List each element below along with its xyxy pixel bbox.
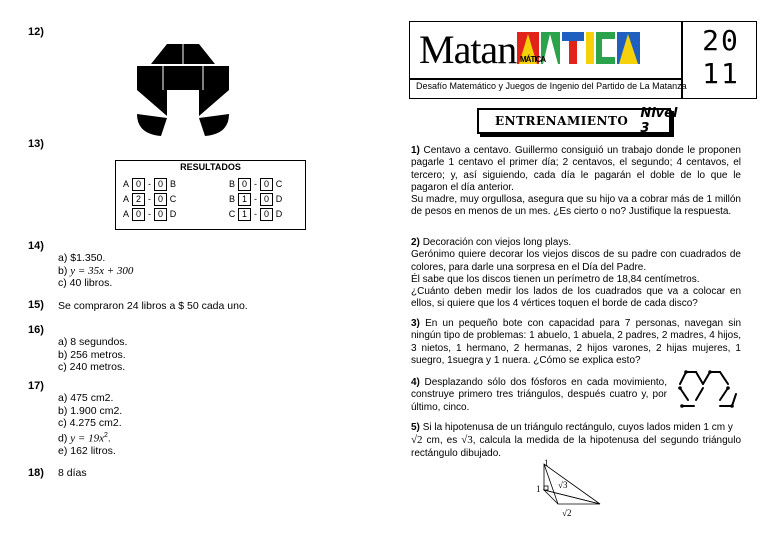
logo-letters: MÁTICA bbox=[520, 55, 546, 64]
results-title: RESULTADOS bbox=[180, 162, 241, 172]
figure-middle-bar bbox=[137, 66, 229, 90]
answers-14 bbox=[58, 252, 133, 290]
label-one-left: 1 bbox=[536, 484, 541, 494]
level-label: Nivel 3 bbox=[640, 106, 678, 136]
header-banner bbox=[409, 21, 757, 99]
logo-matica-art bbox=[516, 28, 641, 68]
answer-formula: d) $y = 19x^2$. bbox=[58, 431, 111, 444]
problem-1: 1) Centavo a centavo. Guillermo consiguió un trabajo donde le proponen pagarle 1 centavo el primer día; 2 centavos, el segundo; 4 centavos, el tercero; y, así siguiendo, cada día le pagarán el doble de lo que le pagaron el día anterior. Su madre, muy orgullosa, asegura que su hijo va a cobrar más de 1 millón de pesos en menos de un mes. ¿Es cierto o no? Justifique la respuesta. bbox=[411, 145, 741, 218]
results-row-2b: B 1 - 0 D bbox=[228, 193, 283, 204]
problem-2: 2) Decoración con viejos long plays. Gerónimo quiere decorar los viejos discos de su padre con cuadrados de colores, para darle una sorpresa en el Día del Padre. Él sabe que los discos tienen un perímetro de 18,84 centímetros. ¿Cuánto deben medir los lados de los cuadrados que va a colocar en ellos, si quiere que los 4 vértices toquen el borde de cada disco? bbox=[411, 237, 741, 310]
training-banner bbox=[477, 106, 678, 136]
answer-line: b) 256 metros. bbox=[58, 348, 126, 361]
label-one-top: 1 bbox=[544, 458, 549, 468]
item-number-16: 16) bbox=[28, 324, 44, 336]
problem-4: 4) Desplazando sólo dos fósforos en cada movimiento, construye primero tres triángulos, después cuatro y, por último, cinco. bbox=[411, 377, 668, 413]
answer-line: a) 475 cm2. bbox=[58, 392, 114, 404]
matchstick-figure bbox=[676, 366, 740, 414]
label-sqrt2: √2 bbox=[562, 508, 572, 518]
answer-line: c) 4.275 cm2. bbox=[58, 417, 122, 429]
answer-line: c) 240 metros. bbox=[58, 361, 126, 373]
answer-line: a) $1.350. bbox=[58, 252, 106, 264]
figure-right-wedge bbox=[199, 90, 229, 116]
item-number-14: 14) bbox=[28, 240, 44, 252]
answers-17 bbox=[58, 392, 122, 457]
label-sqrt3: √3 bbox=[558, 480, 568, 490]
answer-line: e) 162 litros. bbox=[58, 444, 116, 457]
results-row-3: A 0 - 0 D bbox=[122, 208, 177, 219]
puzzle-figure bbox=[133, 40, 233, 140]
answers-16 bbox=[58, 336, 127, 374]
answer-line: a) 8 segundos. bbox=[58, 336, 128, 348]
item-number-15: 15) bbox=[28, 299, 44, 311]
item-number-18: 18) bbox=[28, 467, 44, 479]
banner-subtitle: Desafío Matemático y Juegos de Ingenio del Partido de La Matanza bbox=[416, 81, 687, 91]
item-number-17: 17) bbox=[28, 380, 44, 392]
answer-formula: b) y = 35x + 300 bbox=[58, 264, 134, 277]
results-table bbox=[115, 160, 306, 230]
figure-bottom-left-fan bbox=[137, 114, 167, 136]
answer-15: Se compraron 24 libros a $ 50 cada uno. bbox=[58, 300, 248, 312]
banner-year: 20 11 bbox=[702, 24, 740, 90]
results-row-1b: B 0 - 0 C bbox=[228, 178, 283, 189]
answer-line: c) 40 libros. bbox=[58, 277, 113, 289]
answer-18: 8 días bbox=[58, 467, 87, 479]
answer-line: b) 1.900 cm2. bbox=[58, 404, 123, 417]
item-number-12: 12) bbox=[28, 26, 44, 38]
results-row-3b: C 1 - 0 D bbox=[228, 208, 283, 219]
item-number-13: 13) bbox=[28, 138, 44, 150]
results-row-2: A 2 - 0 C bbox=[122, 193, 177, 204]
logo-title: Matan MÁTICA bbox=[419, 22, 641, 78]
training-label: ENTRENAMIENTO bbox=[495, 114, 629, 128]
figure-bottom-right-fan bbox=[199, 114, 229, 136]
figure-left-wedge bbox=[137, 90, 167, 116]
problem-5: 5) Si la hipotenusa de un triángulo rectángulo, cuyos lados miden 1 cm y √2 cm, es √3, calcula la medida de la hipotenusa del segundo triángulo rectángulo dibujado. bbox=[411, 422, 742, 459]
triangles-figure bbox=[526, 458, 606, 528]
results-row-1: A 0 - 0 B bbox=[122, 178, 176, 189]
problem-3: 3) En un pequeño bote con capacidad para 7 personas, navegan sin ningún tipo de problemas: 1 abuelo, 1 abuela, 2 padres, 2 madres, 4 hijos, 3 nietos, 1 hermano, 2 hermanas, 2 hijos varones, 2 hijas mujeres, 1 suegro, 1suegra y 1 nuera. ¿Cómo se explica esto? bbox=[411, 318, 742, 366]
